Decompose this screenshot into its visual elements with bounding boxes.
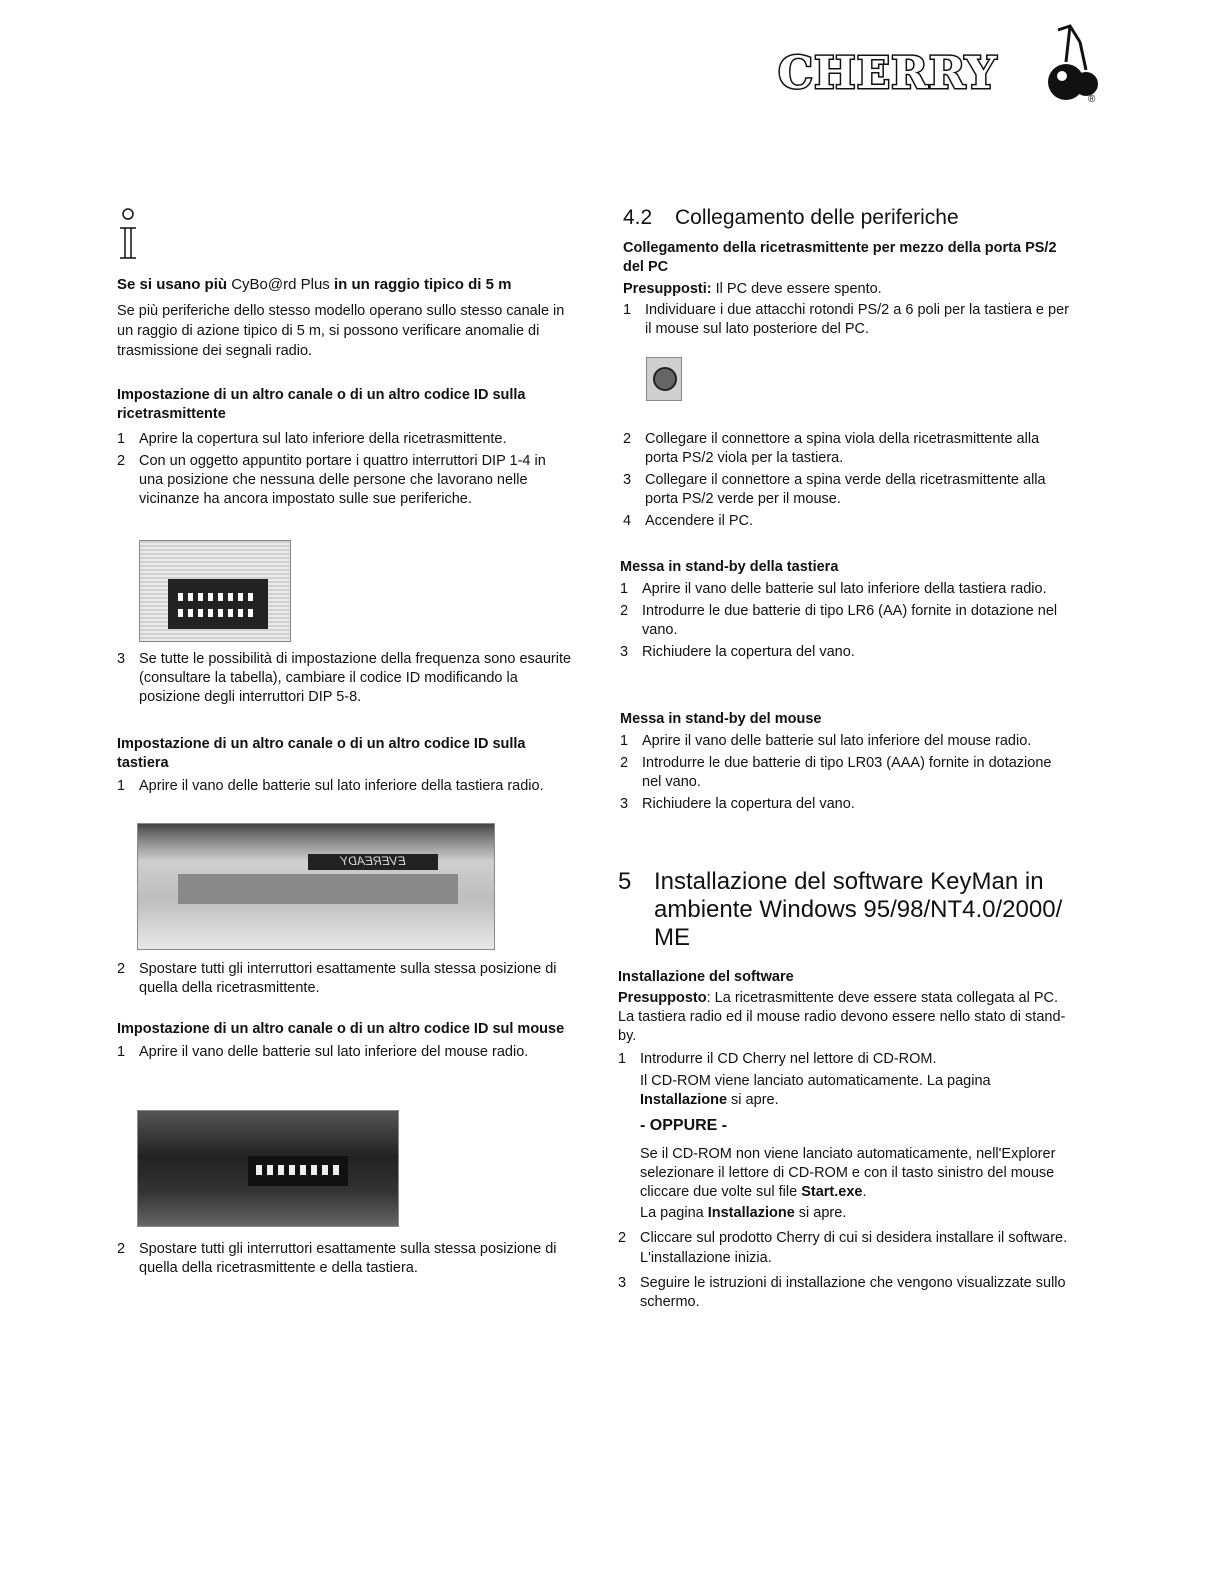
section-heading — [618, 868, 1073, 952]
list-item — [623, 471, 1073, 509]
step-3-block — [117, 650, 572, 710]
step-text: Collegare il connettore a spina viola della ricetrasmittente alla porta PS/2 viola per la tastiera. — [645, 431, 1040, 466]
list-item — [117, 777, 572, 796]
info-heading-bold-1: Se si usano più — [117, 276, 232, 293]
section-heading — [623, 205, 1073, 231]
step-number: 3 — [620, 796, 629, 812]
section-title: Impostazione di un altro canale o di un altro codice ID sulla tastiera — [117, 736, 526, 771]
steps-2-4 — [623, 430, 1073, 534]
step-number: 1 — [117, 1044, 126, 1060]
step-text: Se tutte le possibilità di impostazione della frequenza sono esaurite (consultare la tabella), cambiare il codice ID modificando la posizione degli interruttori DIP 5-8. — [139, 651, 572, 705]
step-text-part: La pagina — [640, 1205, 708, 1221]
list-item — [618, 1050, 1073, 1223]
section-title: Impostazione di un altro canale o di un altro codice ID sul mouse — [117, 1021, 565, 1037]
step-text: Richiudere la copertura del vano. — [642, 796, 855, 812]
list-item — [618, 1274, 1073, 1312]
step-text: Seguire le istruzioni di installazione che vengono visualizzate sullo schermo. — [640, 1275, 1066, 1310]
step-number: 3 — [117, 651, 126, 667]
section-standby-keyboard — [620, 558, 1073, 665]
step-number: 1 — [117, 778, 126, 794]
keyboard-step-2 — [117, 960, 572, 1001]
cherry-logo — [778, 22, 1118, 122]
step-text: Accendere il PC. — [645, 513, 753, 529]
steps-list — [117, 430, 572, 509]
section-title: Installazione del software KeyMan in ambiente Windows 95/98/NT4.0/2000/ ME — [654, 868, 1063, 951]
logo-text: CHERRY — [778, 48, 998, 99]
step-text: Richiudere la copertura del vano. — [642, 644, 855, 660]
step-text-part: . — [862, 1184, 867, 1200]
step-text-part: Se il CD-ROM non viene lanciato automaticamente, nell'Explorer selezionare il lettore di CD-ROM e con il tasto sinistro del mouse cliccare due volte sul file — [640, 1146, 1056, 1200]
list-item — [620, 580, 1073, 599]
step-number: 1 — [623, 302, 632, 318]
list-item — [117, 1043, 572, 1062]
list-item — [117, 650, 572, 707]
dip-switches — [178, 593, 258, 601]
list-item — [623, 430, 1073, 468]
step-text: Con un oggetto appuntito portare i quattro interruttori DIP 1-4 in una posizione che nessuna delle persone che lavorano nelle vicinanze ha ancora impostato sulle sue periferiche. — [139, 453, 546, 507]
section-mouse — [117, 1020, 572, 1065]
prerequisite — [623, 279, 1073, 299]
step-number: 1 — [618, 1051, 627, 1067]
step-result — [640, 1204, 1073, 1223]
step-number: 3 — [618, 1275, 627, 1291]
step-number: 2 — [623, 431, 632, 447]
step-text: Spostare tutti gli interruttori esattamente sulla stessa posizione di quella della ricetrasmittente. — [139, 961, 557, 996]
prerequisite — [618, 989, 1073, 1046]
step-text: Individuare i due attacchi rotondi PS/2 a 6 poli per la tastiera e per il mouse sul lato posteriore del PC. — [645, 302, 1069, 337]
step-number: 1 — [620, 581, 629, 597]
subsection-title: Installazione del software — [618, 969, 794, 985]
section-keyboard — [117, 735, 572, 799]
list-item — [618, 1229, 1073, 1268]
dip-switch-block — [168, 579, 268, 629]
dip-switches-lower — [178, 609, 258, 617]
section-title: Messa in stand-by della tastiera — [620, 559, 839, 575]
step-number: 1 — [620, 733, 629, 749]
registered-mark: ® — [1088, 94, 1096, 105]
list-item — [620, 732, 1073, 751]
step-number: 2 — [117, 453, 126, 469]
mouse-dip-photo — [137, 1110, 399, 1227]
section-standby-mouse — [620, 710, 1073, 817]
step-text-bold: Installazione — [640, 1092, 728, 1108]
step-text: Aprire la copertura sul lato inferiore della ricetrasmittente. — [139, 431, 507, 447]
step-alt-text — [640, 1145, 1073, 1202]
step-number: 2 — [117, 961, 126, 977]
prerequisite-label: Presupposto — [618, 990, 707, 1006]
step-text: Collegare il connettore a spina verde della ricetrasmittente alla porta PS/2 verde per il mouse. — [645, 472, 1046, 507]
step-text-continued — [640, 1072, 1073, 1110]
step-text: Introdurre le due batterie di tipo LR6 (AA) fornite in dotazione nel vano. — [642, 603, 1058, 638]
step-text: Spostare tutti gli interruttori esattamente sulla stessa posizione di quella della ricetrasmittente e della tastiera. — [139, 1241, 557, 1276]
list-item — [620, 643, 1073, 662]
list-item — [117, 960, 572, 998]
mouse-dip-switches — [256, 1165, 340, 1175]
step-text: Aprire il vano delle batterie sul lato inferiore del mouse radio. — [642, 733, 1032, 749]
section-title: Impostazione di un altro canale o di un altro codice ID sulla ricetrasmittente — [117, 387, 526, 422]
list-item — [620, 602, 1073, 640]
section-transceiver — [117, 386, 572, 512]
step-number: 3 — [620, 644, 629, 660]
list-item — [117, 430, 572, 449]
cherry-fruit-icon — [1040, 22, 1098, 122]
step-number: 2 — [620, 755, 629, 771]
step-number: 1 — [117, 431, 126, 447]
section-number: 5 — [618, 868, 632, 895]
section-title: Messa in stand-by del mouse — [620, 711, 822, 727]
keyboard-battery-photo — [137, 823, 495, 950]
list-item — [620, 754, 1073, 792]
step-number: 2 — [620, 603, 629, 619]
subsection-title: Collegamento della ricetrasmittente per mezzo della porta PS/2 del PC — [623, 240, 1057, 275]
step-text-part: Il CD-ROM viene lanciato automaticamente. La pagina — [640, 1073, 991, 1089]
step-text-part: si apre. — [727, 1092, 779, 1108]
info-heading-product: CyBo@rd Plus — [231, 276, 330, 293]
step-text-bold: Installazione — [707, 1205, 795, 1221]
step-text-part: si apre. — [794, 1205, 847, 1221]
step-number: 4 — [623, 513, 632, 529]
battery-compartment — [178, 874, 458, 904]
info-text: Se più periferiche dello stesso modello operano sullo stesso canale in un raggio di azione tipico di 5 m, si possono verificare anomalie di trasmissione dei segnali radio. — [117, 303, 565, 359]
list-item — [623, 301, 1073, 339]
step-number: 3 — [623, 472, 632, 488]
section-5 — [618, 868, 1073, 1315]
list-item — [117, 452, 572, 509]
step-text: Cliccare sul prodotto Cherry di cui si desidera installare il software. — [640, 1230, 1068, 1246]
prerequisite-text: : La ricetrasmittente deve essere stata collegata al PC. La tastiera radio ed il mouse radio devono essere nello stato di stand-by. — [618, 990, 1066, 1044]
battery-label: EVEREADY — [308, 854, 438, 870]
list-item — [620, 795, 1073, 814]
step-text: Introdurre le due batterie di tipo LR03 (AAA) fornite in dotazione nel vano. — [642, 755, 1052, 790]
prerequisite-text: Il PC deve essere spento. — [711, 281, 882, 297]
info-block — [117, 275, 572, 361]
list-item — [117, 1240, 572, 1278]
section-title: Collegamento delle periferiche — [675, 206, 959, 229]
mouse-step-2 — [117, 1240, 572, 1281]
section-4-2 — [623, 205, 1073, 342]
info-heading — [117, 275, 572, 295]
steps-list — [620, 732, 1073, 814]
section-number: 4.2 — [623, 206, 653, 229]
ps2-port-icon — [653, 367, 677, 391]
step-text: Introdurre il CD Cherry nel lettore di CD-ROM. — [640, 1051, 937, 1067]
list-item — [623, 512, 1073, 531]
step-text: Aprire il vano delle batterie sul lato inferiore della tastiera radio. — [642, 581, 1047, 597]
steps-list — [620, 580, 1073, 662]
step-text: Aprire il vano delle batterie sul lato inferiore della tastiera radio. — [139, 778, 544, 794]
step-result: L'installazione inizia. — [640, 1250, 772, 1266]
or-separator: - OPPURE - — [640, 1117, 728, 1134]
step-number: 2 — [618, 1230, 627, 1246]
info-icon — [117, 208, 139, 262]
prerequisite-label: Presupposti: — [623, 281, 712, 297]
step-text: Aprire il vano delle batterie sul lato inferiore del mouse radio. — [139, 1044, 529, 1060]
ps2-port-photo — [646, 357, 682, 401]
info-heading-bold-2: in un raggio tipico di 5 m — [329, 276, 512, 293]
step-number: 2 — [117, 1241, 126, 1257]
dip-switch-photo — [139, 540, 291, 642]
step-text-bold: Start.exe — [801, 1184, 863, 1200]
